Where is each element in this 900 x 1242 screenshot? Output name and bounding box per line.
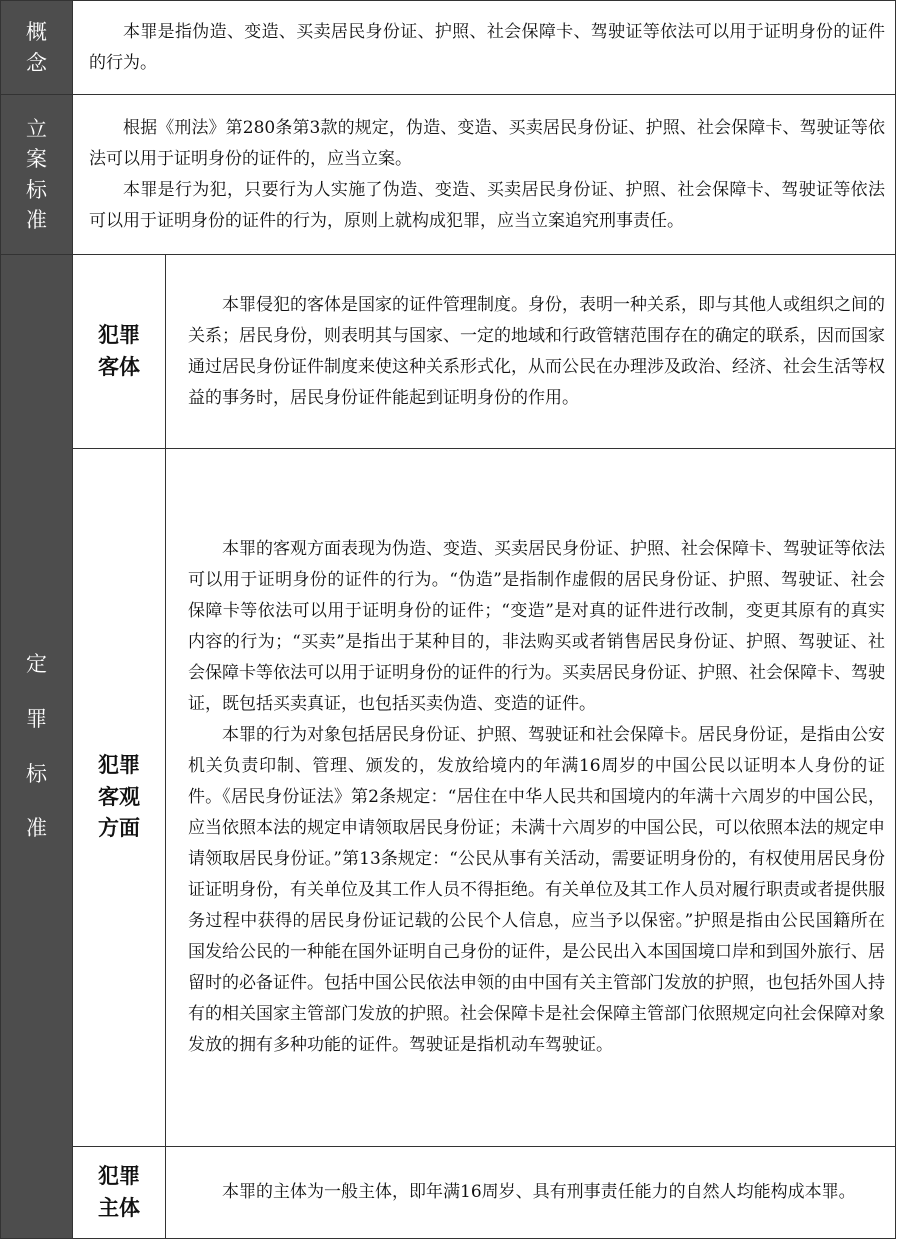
filing-paragraph-1: 根据《刑法》第280条第3款的规定，伪造、变造、买卖居民身份证、护照、社会保障卡、驾驶证等依法可以用于证明身份的证件的，应当立案。 (89, 117, 885, 169)
subject-row (1, 1147, 896, 1239)
subject-paragraph-1: 本罪的主体为一般主体，即年满16周岁、具有刑事责任能力的自然人均能构成本罪。 (222, 1182, 856, 1202)
objective-paragraph-2: 本罪的行为对象包括居民身份证、护照、驾驶证和社会保障卡。居民身份证，是指由公安机关负责印制、管理、颁发的，发放给境内的年满16周岁的中国公民以证明本人身份的证件。《居民身份证法》第2条规定：“居住在中华人民共和国境内的年满十六周岁的中国公民，应当依照本法的规定申请领取居民身份证；未满十六周岁的中国公民，可以依照本法的规定申请领取居民身份证。”第13条规定：“公民从事有关活动，需要证明身份的，有权使用居民身份证证明身份，有关单位及其工作人员不得拒绝。有关单位及其工作人员对履行职责或者提供服务过程中获得的居民身份证记载的公民个人信息，应当予以保密。”护照是指由公民国籍所在国发给公民的一种能在国外证明自己身份的证件，是公民出入本国国境口岸和到国外旅行、居留时的必备证件。包括中国公民依法申领的由中国有关主管部门发放的护照，也包括外国人持有的相关国家主管部门发放的护照。社会保障卡是社会保障主管部门依照规定向社会保障对象发放的拥有多种功能的证件。驾驶证是指机动车驾驶证。 (188, 725, 885, 1055)
filing-row (1, 95, 896, 255)
concept-label: 概念 (26, 20, 47, 75)
subject-content (166, 1147, 896, 1239)
filing-content (73, 95, 896, 255)
concept-label-cell (1, 1, 73, 95)
objective-label-cell (73, 449, 166, 1147)
object-label: 犯罪客体 (98, 323, 140, 379)
object-label-cell (73, 255, 166, 449)
objective-label: 犯罪客观方面 (98, 753, 140, 841)
object-row (1, 255, 896, 449)
filing-label: 立案标准 (26, 116, 47, 232)
objective-content (166, 449, 896, 1147)
concept-content (73, 1, 896, 95)
objective-row (1, 449, 896, 1147)
concept-row (1, 1, 896, 95)
conviction-label: 定罪标准 (26, 652, 47, 841)
object-content (166, 255, 896, 449)
object-paragraph-1: 本罪侵犯的客体是国家的证件管理制度。身份，表明一种关系，即与其他人或组织之间的关系；居民身份，则表明其与国家、一定的地域和行政管辖范围存在的确定的联系，因而国家通过居民身份证件制度来使这种关系形式化，从而公民在办理涉及政治、经济、社会生活等权益的事务时，居民身份证件能起到证明身份的作用。 (188, 294, 885, 408)
subject-label: 犯罪主体 (98, 1164, 140, 1220)
filing-paragraph-2: 本罪是行为犯，只要行为人实施了伪造、变造、买卖居民身份证、护照、社会保障卡、驾驶证等依法可以用于证明身份的证件的行为，原则上就构成犯罪，应当立案追究刑事责任。 (89, 179, 885, 231)
filing-label-cell (1, 95, 73, 255)
concept-paragraph-1: 本罪是指伪造、变造、买卖居民身份证、护照、社会保障卡、驾驶证等依法可以用于证明身份的证件的行为。 (89, 21, 885, 73)
subject-label-cell (73, 1147, 166, 1239)
objective-paragraph-1: 本罪的客观方面表现为伪造、变造、买卖居民身份证、护照、社会保障卡、驾驶证等依法可以用于证明身份的证件的行为。“伪造”是指制作虚假的居民身份证、护照、驾驶证、社会保障卡等依法可以用于证明身份的证件；“变造”是对真的证件进行改制，变更其原有的真实内容的行为；“买卖”是指出于某种目的，非法购买或者销售居民身份证、护照、驾驶证、社会保障卡等依法可以用于证明身份的证件的行为。买卖居民身份证、护照、社会保障卡、驾驶证，既包括买卖真证，也包括买卖伪造、变造的证件。 (188, 539, 885, 714)
conviction-label-cell (1, 255, 73, 1239)
